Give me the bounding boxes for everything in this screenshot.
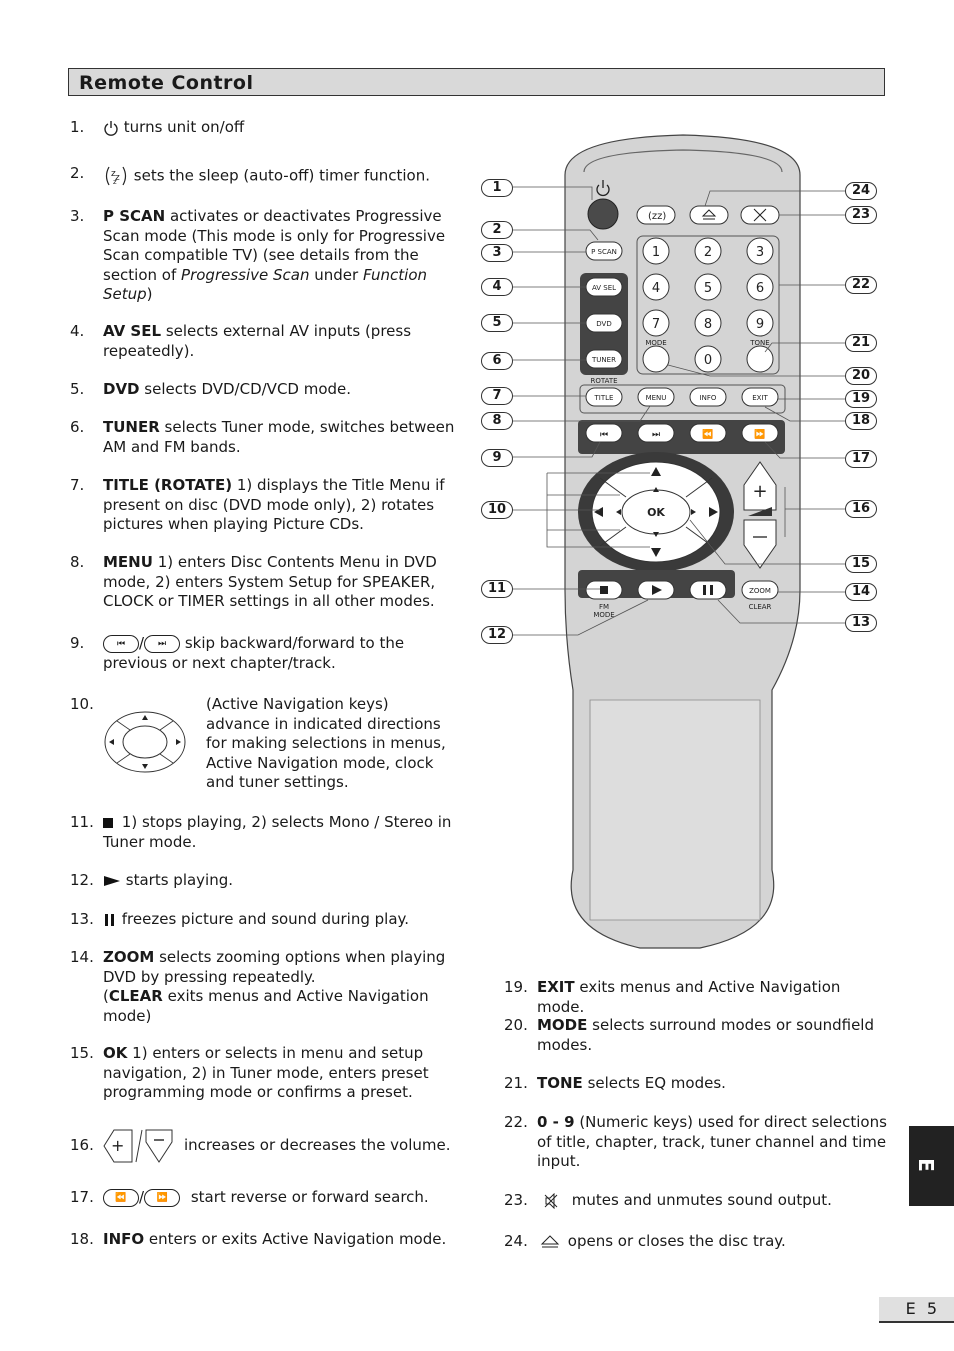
remote-power-button[interactable] [588, 199, 618, 229]
callout-11: 11 [481, 580, 513, 598]
svg-text:z: z [113, 178, 117, 186]
remote-skip-forward-button[interactable] [638, 424, 674, 442]
callout-3: 3 [481, 244, 513, 262]
svg-text:(zz): (zz) [648, 211, 667, 222]
remote-exit-button[interactable] [742, 388, 778, 406]
remote-rewind-button[interactable] [690, 424, 726, 442]
callout-10: 10 [481, 501, 513, 519]
fast-forward-icon: ⏩ [144, 1189, 180, 1207]
callout-4: 4 [481, 278, 513, 296]
svg-text:+: + [752, 481, 768, 502]
svg-text:TONE: TONE [750, 339, 770, 347]
svg-text:1: 1 [651, 245, 661, 260]
remote-eject-button[interactable] [690, 206, 728, 224]
svg-text:⏭: ⏭ [651, 430, 661, 440]
svg-text:3: 3 [755, 245, 765, 260]
remote-title-button[interactable] [586, 388, 622, 406]
svg-text:+: + [111, 1136, 125, 1155]
svg-text:0: 0 [703, 353, 713, 368]
svg-text:INFO: INFO [699, 394, 717, 402]
remote-play-button[interactable] [638, 581, 674, 599]
svg-text:6: 6 [755, 281, 765, 296]
svg-text:OK: OK [647, 506, 665, 519]
svg-text:⏮: ⏮ [599, 430, 609, 440]
svg-text:AV SEL: AV SEL [591, 284, 617, 292]
remote-pscan-button[interactable] [586, 242, 622, 260]
callout-20: 20 [845, 367, 877, 385]
callout-1: 1 [481, 179, 513, 197]
callout-16: 16 [845, 500, 877, 518]
remote-pause-button[interactable] [690, 581, 726, 599]
remote-dvd-button[interactable] [586, 314, 622, 332]
svg-text:9: 9 [755, 317, 765, 332]
callout-6: 6 [481, 352, 513, 370]
callout-12: 12 [481, 626, 513, 644]
callout-18: 18 [845, 412, 877, 430]
callout-2: 2 [481, 221, 513, 239]
remote-skip-back-button[interactable] [586, 424, 622, 442]
callout-8: 8 [481, 412, 513, 430]
remote-fm-mode-label: MODE [593, 611, 615, 619]
svg-text:4: 4 [651, 281, 661, 296]
callout-22: 22 [845, 276, 877, 294]
language-tab: E [909, 1126, 954, 1206]
svg-text:8: 8 [703, 317, 713, 332]
remote-menu-button[interactable] [638, 388, 674, 406]
remote-fm-label: FM [598, 603, 610, 611]
svg-text:2: 2 [703, 245, 713, 260]
svg-text:TUNER: TUNER [592, 356, 616, 364]
remote-zoom-button[interactable] [742, 581, 778, 599]
page-number: E 5 [879, 1297, 954, 1323]
rewind-icon: ⏪ [103, 1189, 139, 1207]
svg-text:MENU: MENU [645, 394, 667, 402]
remote-fast-forward-button[interactable] [742, 424, 778, 442]
remote-tone-button[interactable] [747, 339, 773, 372]
svg-text:7: 7 [651, 317, 661, 332]
section-title: Remote Control [79, 72, 254, 94]
svg-text:⏪: ⏪ [702, 430, 714, 440]
svg-text:5: 5 [703, 281, 713, 296]
remote-rotate-label: ROTATE [590, 377, 618, 385]
callout-9: 9 [481, 449, 513, 467]
remote-clear-label: CLEAR [748, 603, 772, 611]
remote-stop-button[interactable] [586, 581, 622, 599]
callout-19: 19 [845, 390, 877, 408]
callout-5: 5 [481, 314, 513, 332]
callout-23: 23 [845, 206, 877, 224]
remote-avsel-button[interactable] [586, 278, 622, 296]
svg-text:⏩: ⏩ [754, 430, 766, 440]
callout-17: 17 [845, 450, 877, 468]
skip-back-icon: ⏮ [103, 635, 139, 653]
svg-text:MODE: MODE [645, 339, 667, 347]
callout-15: 15 [845, 555, 877, 573]
svg-text:EXIT: EXIT [752, 394, 768, 402]
remote-mode-button[interactable] [643, 339, 669, 372]
remote-tuner-button[interactable] [586, 350, 622, 368]
svg-text:ZOOM: ZOOM [749, 587, 771, 595]
remote-info-button[interactable] [690, 388, 726, 406]
skip-forward-icon: ⏭ [144, 635, 180, 653]
callout-21: 21 [845, 334, 877, 352]
svg-text:z: z [115, 173, 120, 183]
callout-7: 7 [481, 387, 513, 405]
svg-text:z: z [111, 169, 116, 179]
svg-text:DVD: DVD [596, 320, 612, 328]
callout-13: 13 [845, 614, 877, 632]
callout-14: 14 [845, 583, 877, 601]
callout-24: 24 [845, 182, 877, 200]
svg-text:TITLE: TITLE [594, 394, 614, 402]
svg-text:P SCAN: P SCAN [591, 248, 617, 256]
